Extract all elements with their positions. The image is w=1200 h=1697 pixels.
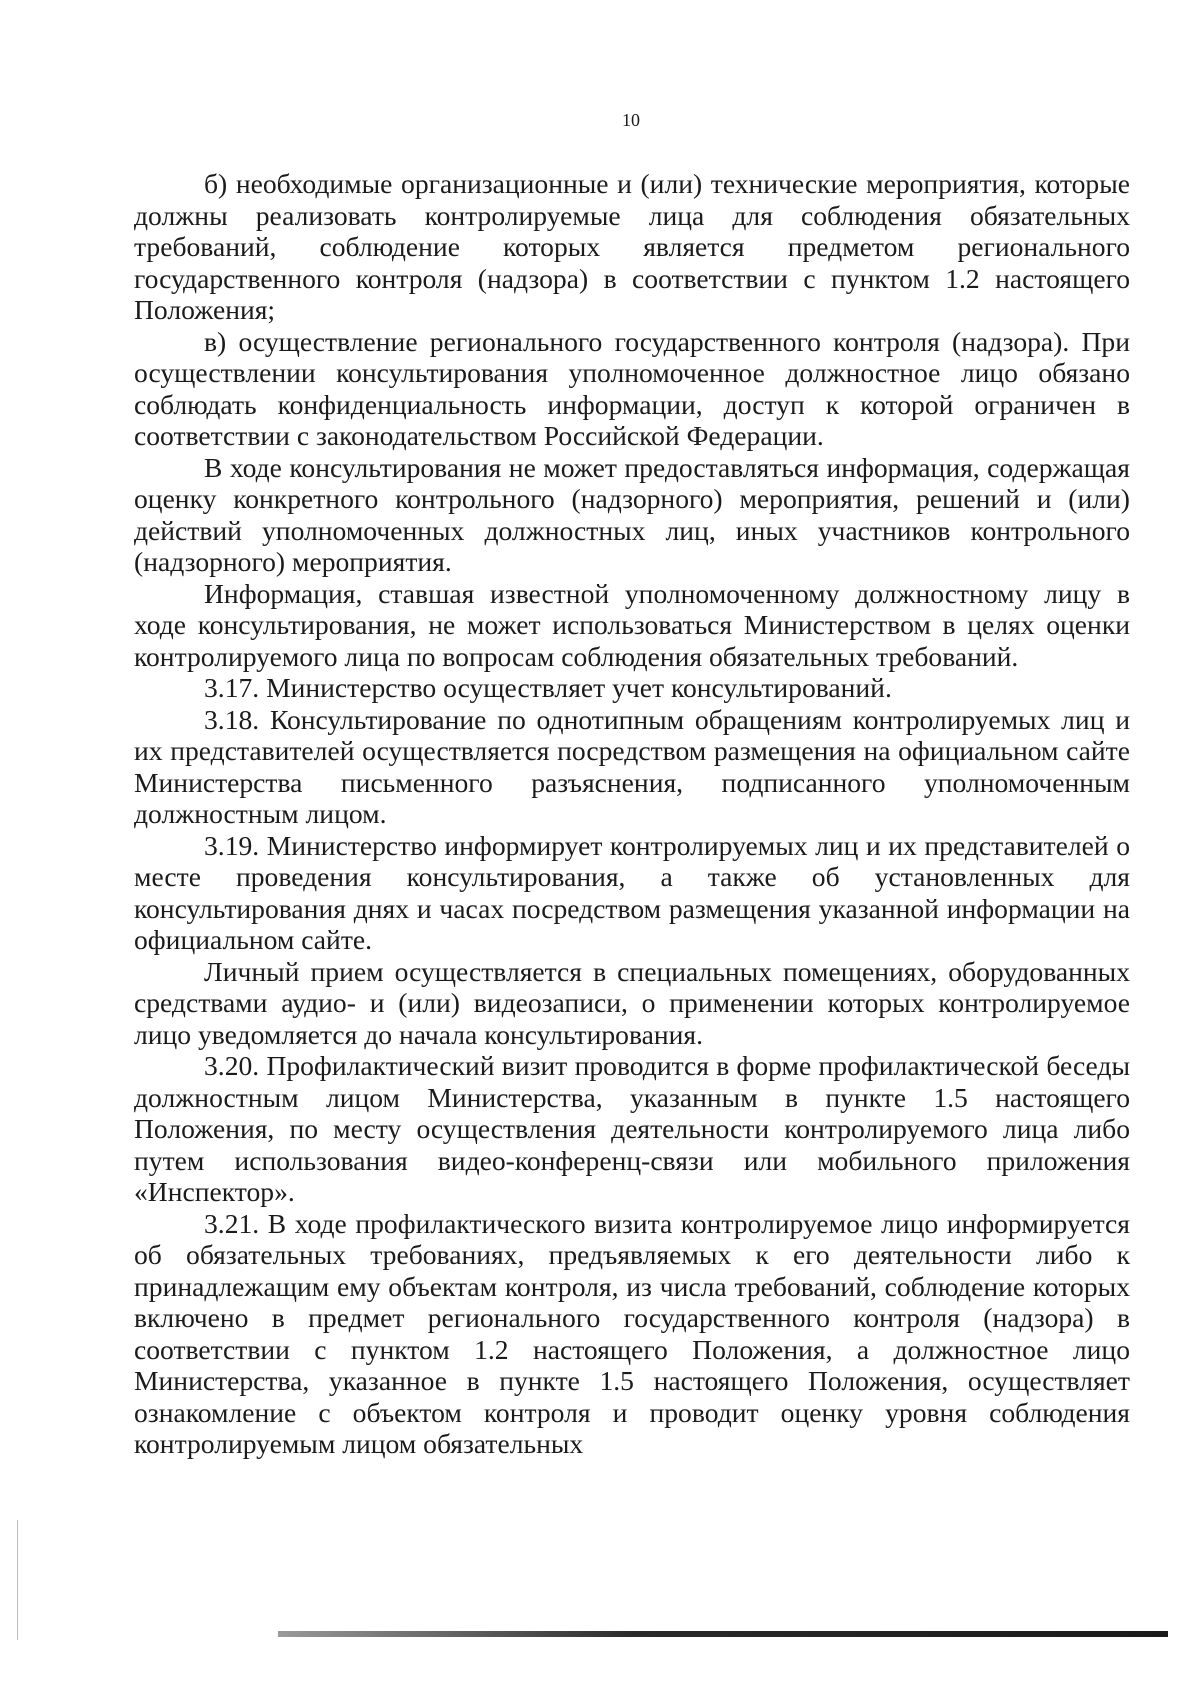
document-body bbox=[134, 168, 1130, 1460]
page-number: 10 bbox=[622, 110, 640, 130]
paragraph-consultation-limits: В ходе консультирования не может предоставляться информация, содержащая оценку конкретного контрольного (надзорного) мероприятия, решений и (или) действий уполномоченных должностных лиц, иных участников контрольного (надзорного) мероприятия. bbox=[134, 451, 1130, 577]
paragraph-3-17: 3.17. Министерство осуществляет учет консультирований. bbox=[204, 672, 892, 703]
paragraph-personal-reception: Личный прием осуществляется в специальных помещениях, оборудованных средствами аудио- и (или) видеозаписи, о применении которых контролируемое лицо уведомляется до начала консультирования. bbox=[134, 955, 1130, 1050]
paragraph-3-20: 3.20. Профилактический визит проводится в форме профилактической беседы должностным лицом Министерства, указанным в пункте 1.5 настоящего Положения, по месту осуществления деятельности контролируемого лица либо путем использования видео-конференц-связи или мобильного приложения «Инспектор». bbox=[134, 1050, 1130, 1207]
scan-bottom-edge bbox=[278, 1631, 1168, 1637]
paragraph-3-21: 3.21. В ходе профилактического визита контролируемое лицо информируется об обязательных требованиях, предъявляемых к его деятельности либо к принадлежащим ему объектам контроля, из числа требований, соблюдение которых включено в предмет регионального государственного контроля (надзора) в соответствии с пунктом 1.2 настоящего Положения, а должностное лицо Министерства, указанное в пункте 1.5 настоящего Положения, осуществляет ознакомление с объектом контроля и проводит оценку уровня соблюдения контролируемым лицом обязательных bbox=[134, 1207, 1130, 1459]
paragraph-item-v: в) осуществление регионального государственного контроля (надзора). При осуществлении консультирования уполномоченное должностное лицо обязано соблюдать конфиденциальность информации, доступ к которой ограничен в соответствии с законодательством Российской Федерации. bbox=[134, 325, 1130, 451]
paragraph-item-b: б) необходимые организационные и (или) технические мероприятия, которые должны реализовать контролируемые лица для соблюдения обязательных требований, соблюдение которых является предметом регионального государственного контроля (надзора) в соответствии с пунктом 1.2 настоящего Положения; bbox=[134, 168, 1130, 325]
paragraph-information-use: Информация, ставшая известной уполномоченному должностному лицу в ходе консультирования, не может использоваться Министерством в целях оценки контролируемого лица по вопросам соблюдения обязательных требований. bbox=[134, 577, 1130, 672]
paragraph-3-19: 3.19. Министерство информирует контролируемых лиц и их представителей о месте проведения консультирования, а также об установленных для консультирования днях и часах посредством размещения указанной информации на официальном сайте. bbox=[134, 829, 1130, 955]
paragraph-3-18: 3.18. Консультирование по однотипным обращениям контролируемых лиц и их представителей осуществляется посредством размещения на официальном сайте Министерства письменного разъяснения, подписанного уполномоченным должностным лицом. bbox=[134, 703, 1130, 829]
scan-margin-line bbox=[17, 1520, 18, 1640]
